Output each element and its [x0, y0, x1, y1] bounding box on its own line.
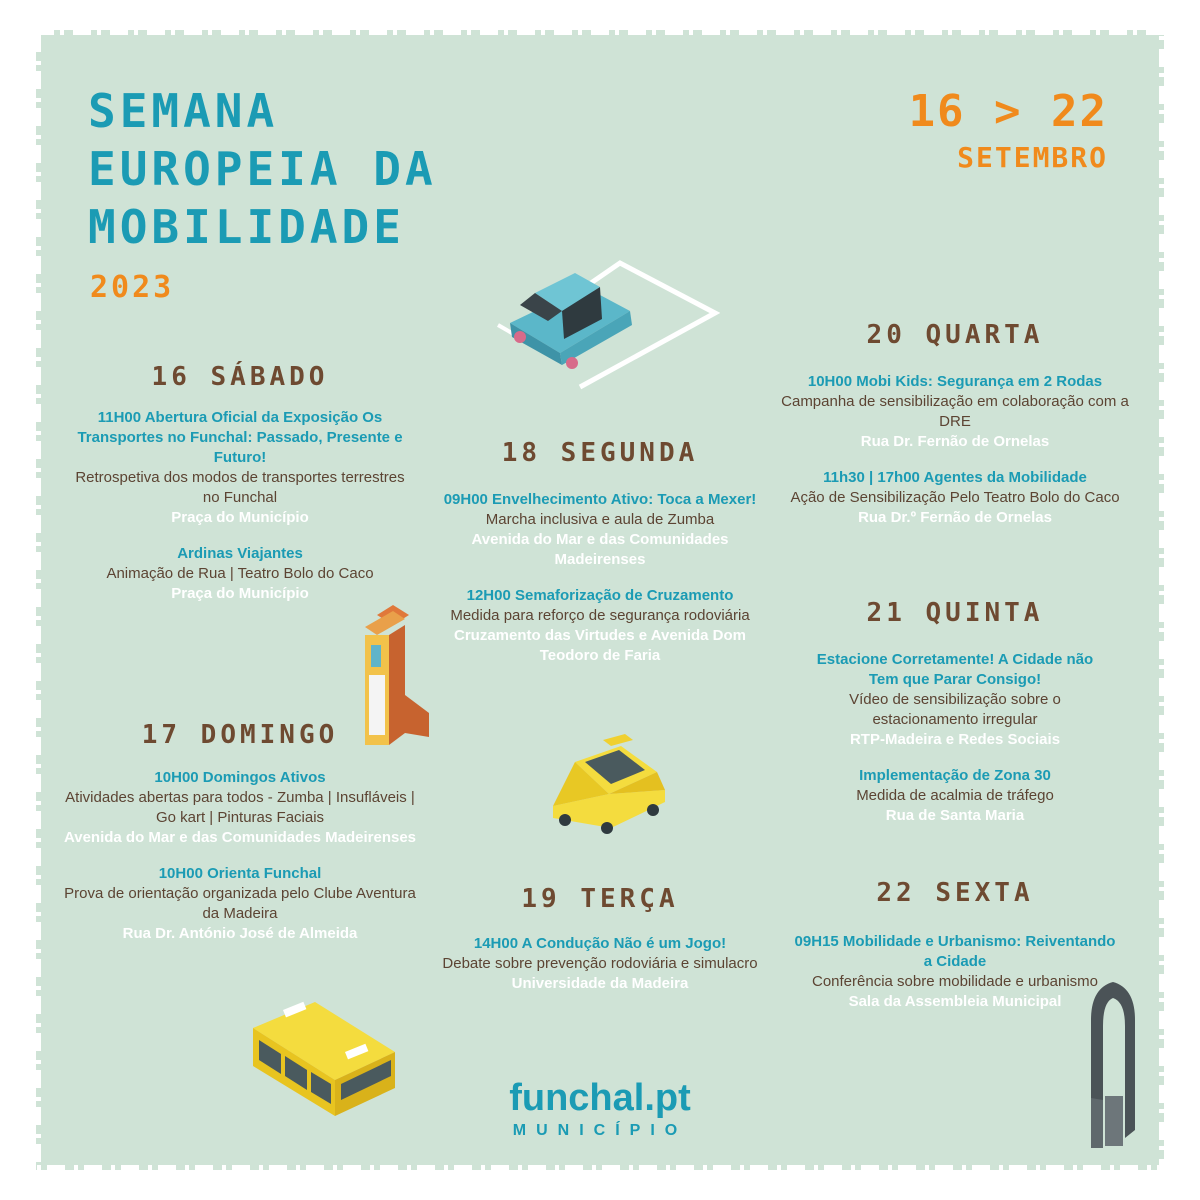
event-location: Avenida do Mar e das Comunidades Madeirenses: [471, 531, 729, 568]
event: [780, 468, 1130, 528]
event-location: RTP-Madeira e Redes Sociais: [849, 731, 1061, 748]
day-heading: 22 SEXTA: [876, 878, 1034, 908]
event-location: Avenida do Mar e das Comunidades Madeirenses: [63, 829, 417, 846]
event-description: Atividades abertas para todos - Zumba | Insufláveis | Go kart | Pinturas Faciais: [65, 789, 415, 826]
day-sabado: [70, 362, 410, 620]
event-description: Medida de acalmia de tráfego: [856, 787, 1054, 804]
arch-icon: [1085, 980, 1145, 1150]
event-title: 10H00 Orienta Funchal: [158, 865, 322, 882]
day-heading: 16 SÁBADO: [151, 362, 329, 392]
taxi-icon: [545, 732, 670, 837]
title-line-2: EUROPEIA DA: [88, 142, 437, 196]
event-location: Rua Dr. António José de Almeida: [122, 925, 358, 942]
event-location: Rua de Santa Maria: [885, 807, 1025, 824]
event-location: Sala da Assembleia Municipal: [848, 993, 1062, 1010]
event: [780, 372, 1130, 452]
day-heading: 19 TERÇA: [521, 884, 679, 914]
event-title: Estacione Corretamente! A Cidade não Tem que Parar Consigo!: [816, 651, 1094, 688]
title-line-3: MOBILIDADE: [88, 200, 405, 254]
bus-icon: [245, 1000, 405, 1125]
event: [800, 650, 1110, 750]
event: [70, 544, 410, 604]
event-title: 09H15 Mobilidade e Urbanismo: Reiventando a Cidade: [794, 933, 1116, 970]
event-location: Rua Dr.º Fernão de Ornelas: [858, 509, 1052, 526]
day-heading: 20 QUARTA: [866, 320, 1044, 350]
event-description: Conferência sobre mobilidade e urbanismo: [812, 973, 1098, 990]
event: [440, 934, 760, 994]
event-description: Vídeo de sensibilização sobre o estacionamento irregular: [849, 691, 1061, 728]
event-location: Praça do Município: [171, 509, 309, 526]
event-title: 14H00 A Condução Não é um Jogo!: [473, 935, 727, 952]
event-title: 09H00 Envelhecimento Ativo: Toca a Mexer!: [443, 491, 757, 508]
event-description: Animação de Rua | Teatro Bolo do Caco: [106, 565, 374, 582]
event-location: Cruzamento das Virtudes e Avenida Dom Teodoro de Faria: [453, 627, 747, 664]
date-month: SETEMBRO: [957, 141, 1108, 174]
day-heading: 21 QUINTA: [866, 598, 1044, 628]
day-heading: 17 DOMINGO: [141, 720, 339, 750]
event-title: 12H00 Semaforização de Cruzamento: [466, 587, 734, 604]
event-title: 11h30 | 17h00 Agentes da Mobilidade: [823, 469, 1087, 486]
event-description: Campanha de sensibilização em colaboração com a DRE: [781, 393, 1129, 430]
event: [60, 768, 420, 848]
event: [60, 864, 420, 944]
event-description: Prova de orientação organizada pelo Clube Aventura da Madeira: [64, 885, 416, 922]
event: [790, 932, 1120, 1012]
day-terca: [440, 884, 760, 1010]
event-description: Marcha inclusiva e aula de Zumba: [485, 511, 715, 528]
event-location: Universidade da Madeira: [511, 975, 689, 992]
event-title: Ardinas Viajantes: [177, 545, 303, 562]
date-range: 16 > 22: [908, 86, 1108, 137]
event-title: 11H00 Abertura Oficial da Exposição Os Transportes no Funchal: Passado, Presente e Futuro!: [77, 409, 403, 466]
date-block: [909, 86, 1108, 178]
poster-year: 2023: [90, 270, 175, 305]
logo-subtitle: MUNICÍPIO: [512, 1122, 688, 1139]
event-description: Debate sobre prevenção rodoviária e simulacro: [442, 955, 758, 972]
funchal-logo: [490, 1076, 710, 1140]
event-title: 10H00 Mobi Kids: Segurança em 2 Rodas: [807, 373, 1103, 390]
day-segunda: [440, 438, 760, 682]
logo-site: funchal.pt: [509, 1077, 691, 1119]
event-location: Rua Dr. Fernão de Ornelas: [860, 433, 1050, 450]
day-domingo: [60, 720, 420, 960]
event-title: 10H00 Domingos Ativos: [154, 769, 326, 786]
event: [440, 490, 760, 570]
event-location: Praça do Município: [171, 585, 309, 602]
poster-title: [88, 82, 437, 256]
day-sexta: [790, 878, 1120, 1028]
event-description: Ação de Sensibilização Pelo Teatro Bolo do Caco: [790, 489, 1120, 506]
car-icon: [490, 255, 720, 395]
tower-icon: [355, 605, 435, 750]
day-quarta: [780, 320, 1130, 544]
event-title: Implementação de Zona 30: [859, 767, 1051, 784]
day-quinta: [800, 598, 1110, 842]
title-line-1: SEMANA: [88, 84, 279, 138]
event: [70, 408, 410, 528]
event: [800, 766, 1110, 826]
event-description: Retrospetiva dos modos de transportes terrestres no Funchal: [75, 469, 405, 506]
day-heading: 18 SEGUNDA: [501, 438, 699, 468]
event: [440, 586, 760, 666]
event-description: Medida para reforço de segurança rodoviária: [450, 607, 750, 624]
